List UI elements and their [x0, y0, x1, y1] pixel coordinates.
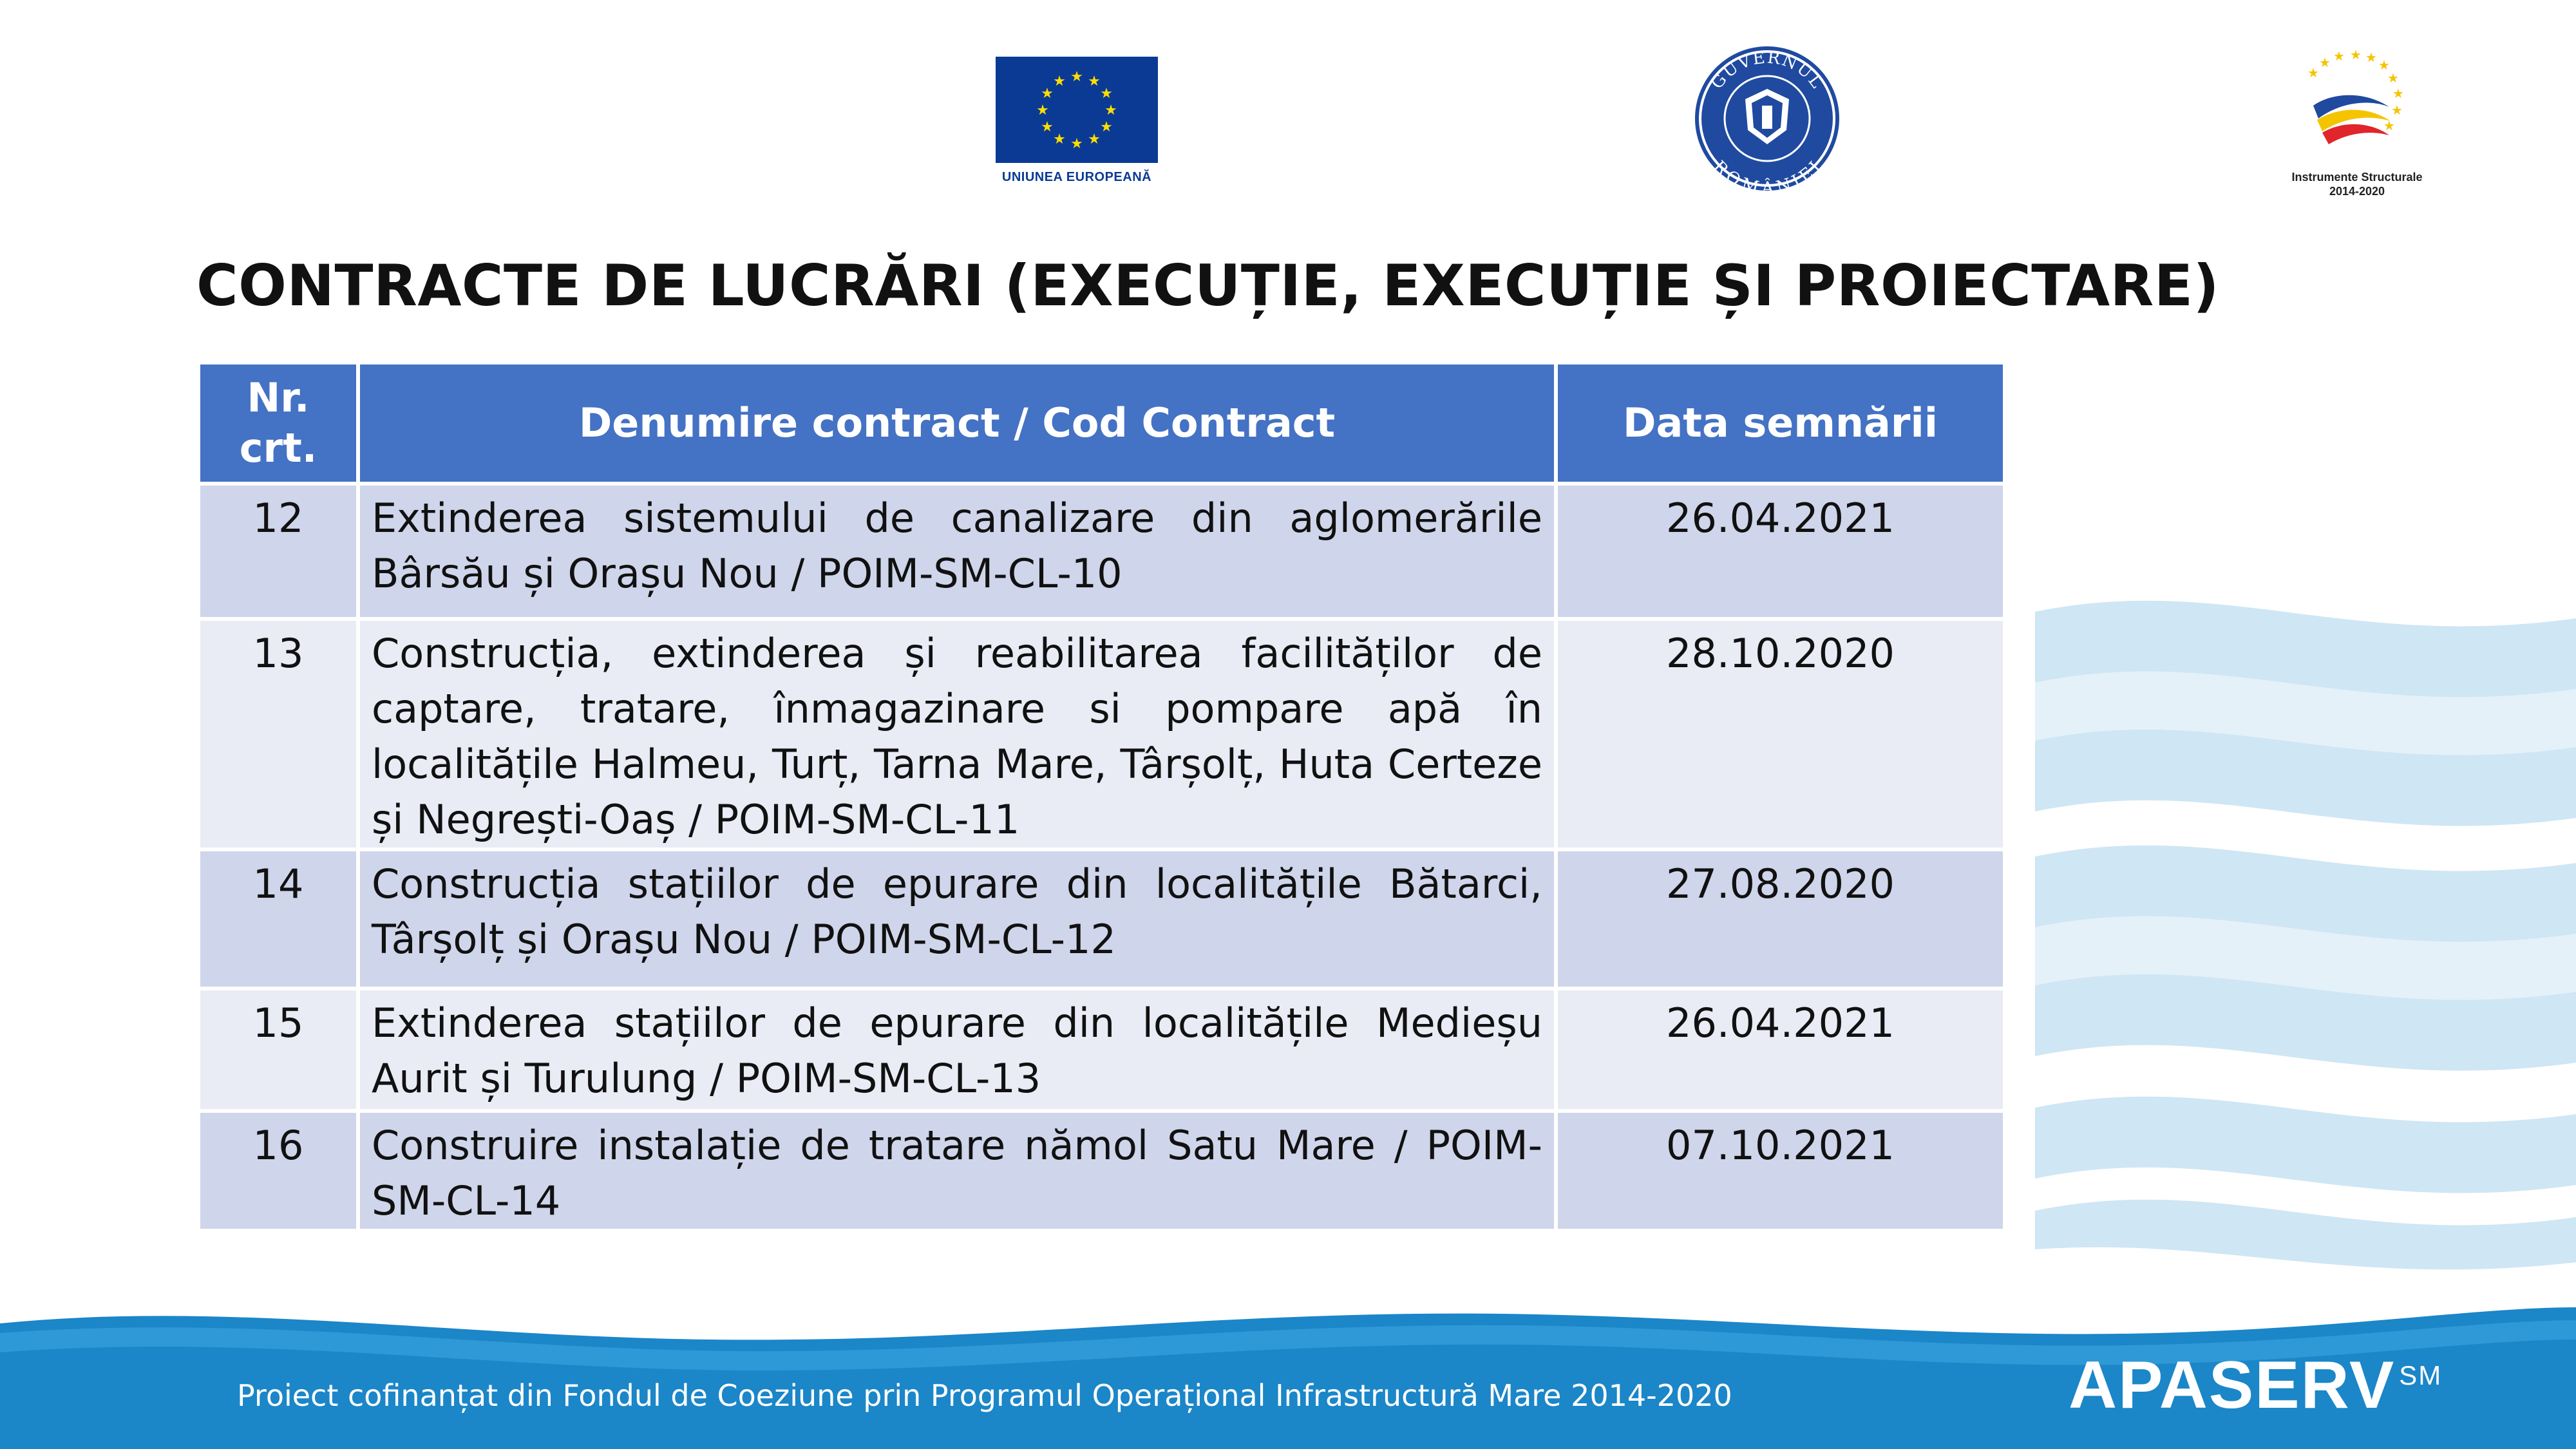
- svg-text:★: ★: [2392, 86, 2404, 101]
- svg-text:★: ★: [1104, 102, 1117, 118]
- table-row: [198, 989, 2005, 1111]
- table-row: [198, 484, 2005, 619]
- svg-text:★: ★: [1100, 119, 1113, 135]
- row-sign-date: 07.10.2021: [1556, 1111, 2005, 1231]
- is-caption: [2280, 170, 2434, 198]
- svg-text:★: ★: [2387, 70, 2399, 86]
- row-sign-date: 26.04.2021: [1556, 989, 2005, 1111]
- svg-text:★: ★: [1041, 86, 1054, 102]
- table-row: [198, 849, 2005, 989]
- contracts-table: [196, 361, 2007, 1233]
- row-nr: 13: [198, 619, 358, 849]
- row-contract-name: Construire instalație de tratare nămol Satu Mare / POIM-SM-CL-14: [358, 1111, 1556, 1231]
- eu-caption: UNIUNEA EUROPEANĂ: [1001, 170, 1152, 184]
- row-sign-date: 27.08.2020: [1556, 849, 2005, 989]
- row-nr: 15: [198, 989, 358, 1111]
- svg-text:★: ★: [2350, 48, 2362, 62]
- svg-text:★: ★: [1100, 86, 1113, 102]
- svg-text:★: ★: [1036, 102, 1049, 118]
- row-sign-date: 26.04.2021: [1556, 484, 2005, 619]
- gov-ring-top-text: GUVERNUL: [1707, 48, 1827, 93]
- svg-text:★: ★: [1088, 73, 1101, 90]
- government-romania-logo: [1692, 44, 1842, 193]
- is-caption-line1: Instrumente Structurale: [2291, 171, 2423, 184]
- instrumente-structurale-logo: [2280, 48, 2434, 209]
- table-row: [198, 619, 2005, 849]
- is-caption-line2: 2014-2020: [2329, 185, 2385, 198]
- svg-text:★: ★: [1070, 69, 1083, 85]
- svg-text:★: ★: [1053, 73, 1066, 90]
- apaserv-logo: [2069, 1347, 2442, 1424]
- row-nr: 16: [198, 1111, 358, 1231]
- svg-text:★: ★: [1070, 136, 1083, 152]
- table-row: [198, 1111, 2005, 1231]
- gov-ring-bottom-text: ROMÂNIEI: [1709, 156, 1826, 193]
- svg-text:★: ★: [2391, 102, 2403, 118]
- row-contract-name: Construcția stațiilor de epurare din localitățile Bătarci, Târșolț și Orașu Nou / POIM-SM-CL-12: [358, 849, 1556, 989]
- svg-text:★: ★: [1088, 131, 1101, 147]
- pale-wave-stripes: [2035, 672, 2576, 1000]
- row-nr: 12: [198, 484, 358, 619]
- row-contract-name: Extinderea stațiilor de epurare din localitățile Medieșu Aurit și Turulung / POIM-SM-CL-13: [358, 989, 1556, 1111]
- brand-mark: SM: [2399, 1360, 2443, 1391]
- row-sign-date: 28.10.2020: [1556, 619, 2005, 849]
- svg-text:★: ★: [2378, 57, 2390, 73]
- table-header-row: [198, 363, 2005, 484]
- eu-logo: [996, 57, 1158, 192]
- page-title: CONTRACTE DE LUCRĂRI (EXECUȚIE, EXECUȚIE ȘI PROIECTARE): [196, 252, 2220, 319]
- header-contract-name: Denumire contract / Cod Contract: [358, 363, 1556, 484]
- header-nr: Nr. crt.: [198, 363, 358, 484]
- row-nr: 14: [198, 849, 358, 989]
- svg-text:★: ★: [2365, 50, 2377, 65]
- svg-text:★: ★: [2319, 55, 2331, 70]
- row-contract-name: Extinderea sistemului de canalizare din aglomerările Bârsău și Orașu Nou / POIM-SM-CL-10: [358, 484, 1556, 619]
- footer-cofinancing-text: Proiect cofinanțat din Fondul de Coeziune prin Programul Operațional Infrastructură Mare 2014-2020: [237, 1378, 1732, 1413]
- svg-text:★: ★: [2333, 48, 2345, 64]
- svg-text:★: ★: [1041, 119, 1054, 135]
- svg-text:★: ★: [2383, 118, 2395, 133]
- header-sign-date: Data semnării: [1556, 363, 2005, 484]
- svg-text:★: ★: [1053, 131, 1066, 147]
- eu-flag-icon: [996, 57, 1158, 163]
- row-contract-name: Construcția, extinderea și reabilitarea facilităților de captare, tratare, înmagazinare si pompare apă în localitățile Halmeu, Turț, Tarna Mare, Târșolț, Huta Certeze și Negrești-Oaș / POIM-SM-CL-11: [358, 619, 1556, 849]
- brand-name: APASERV: [2069, 1348, 2396, 1423]
- is-emblem-icon: [2280, 48, 2434, 167]
- svg-text:★: ★: [2307, 65, 2319, 80]
